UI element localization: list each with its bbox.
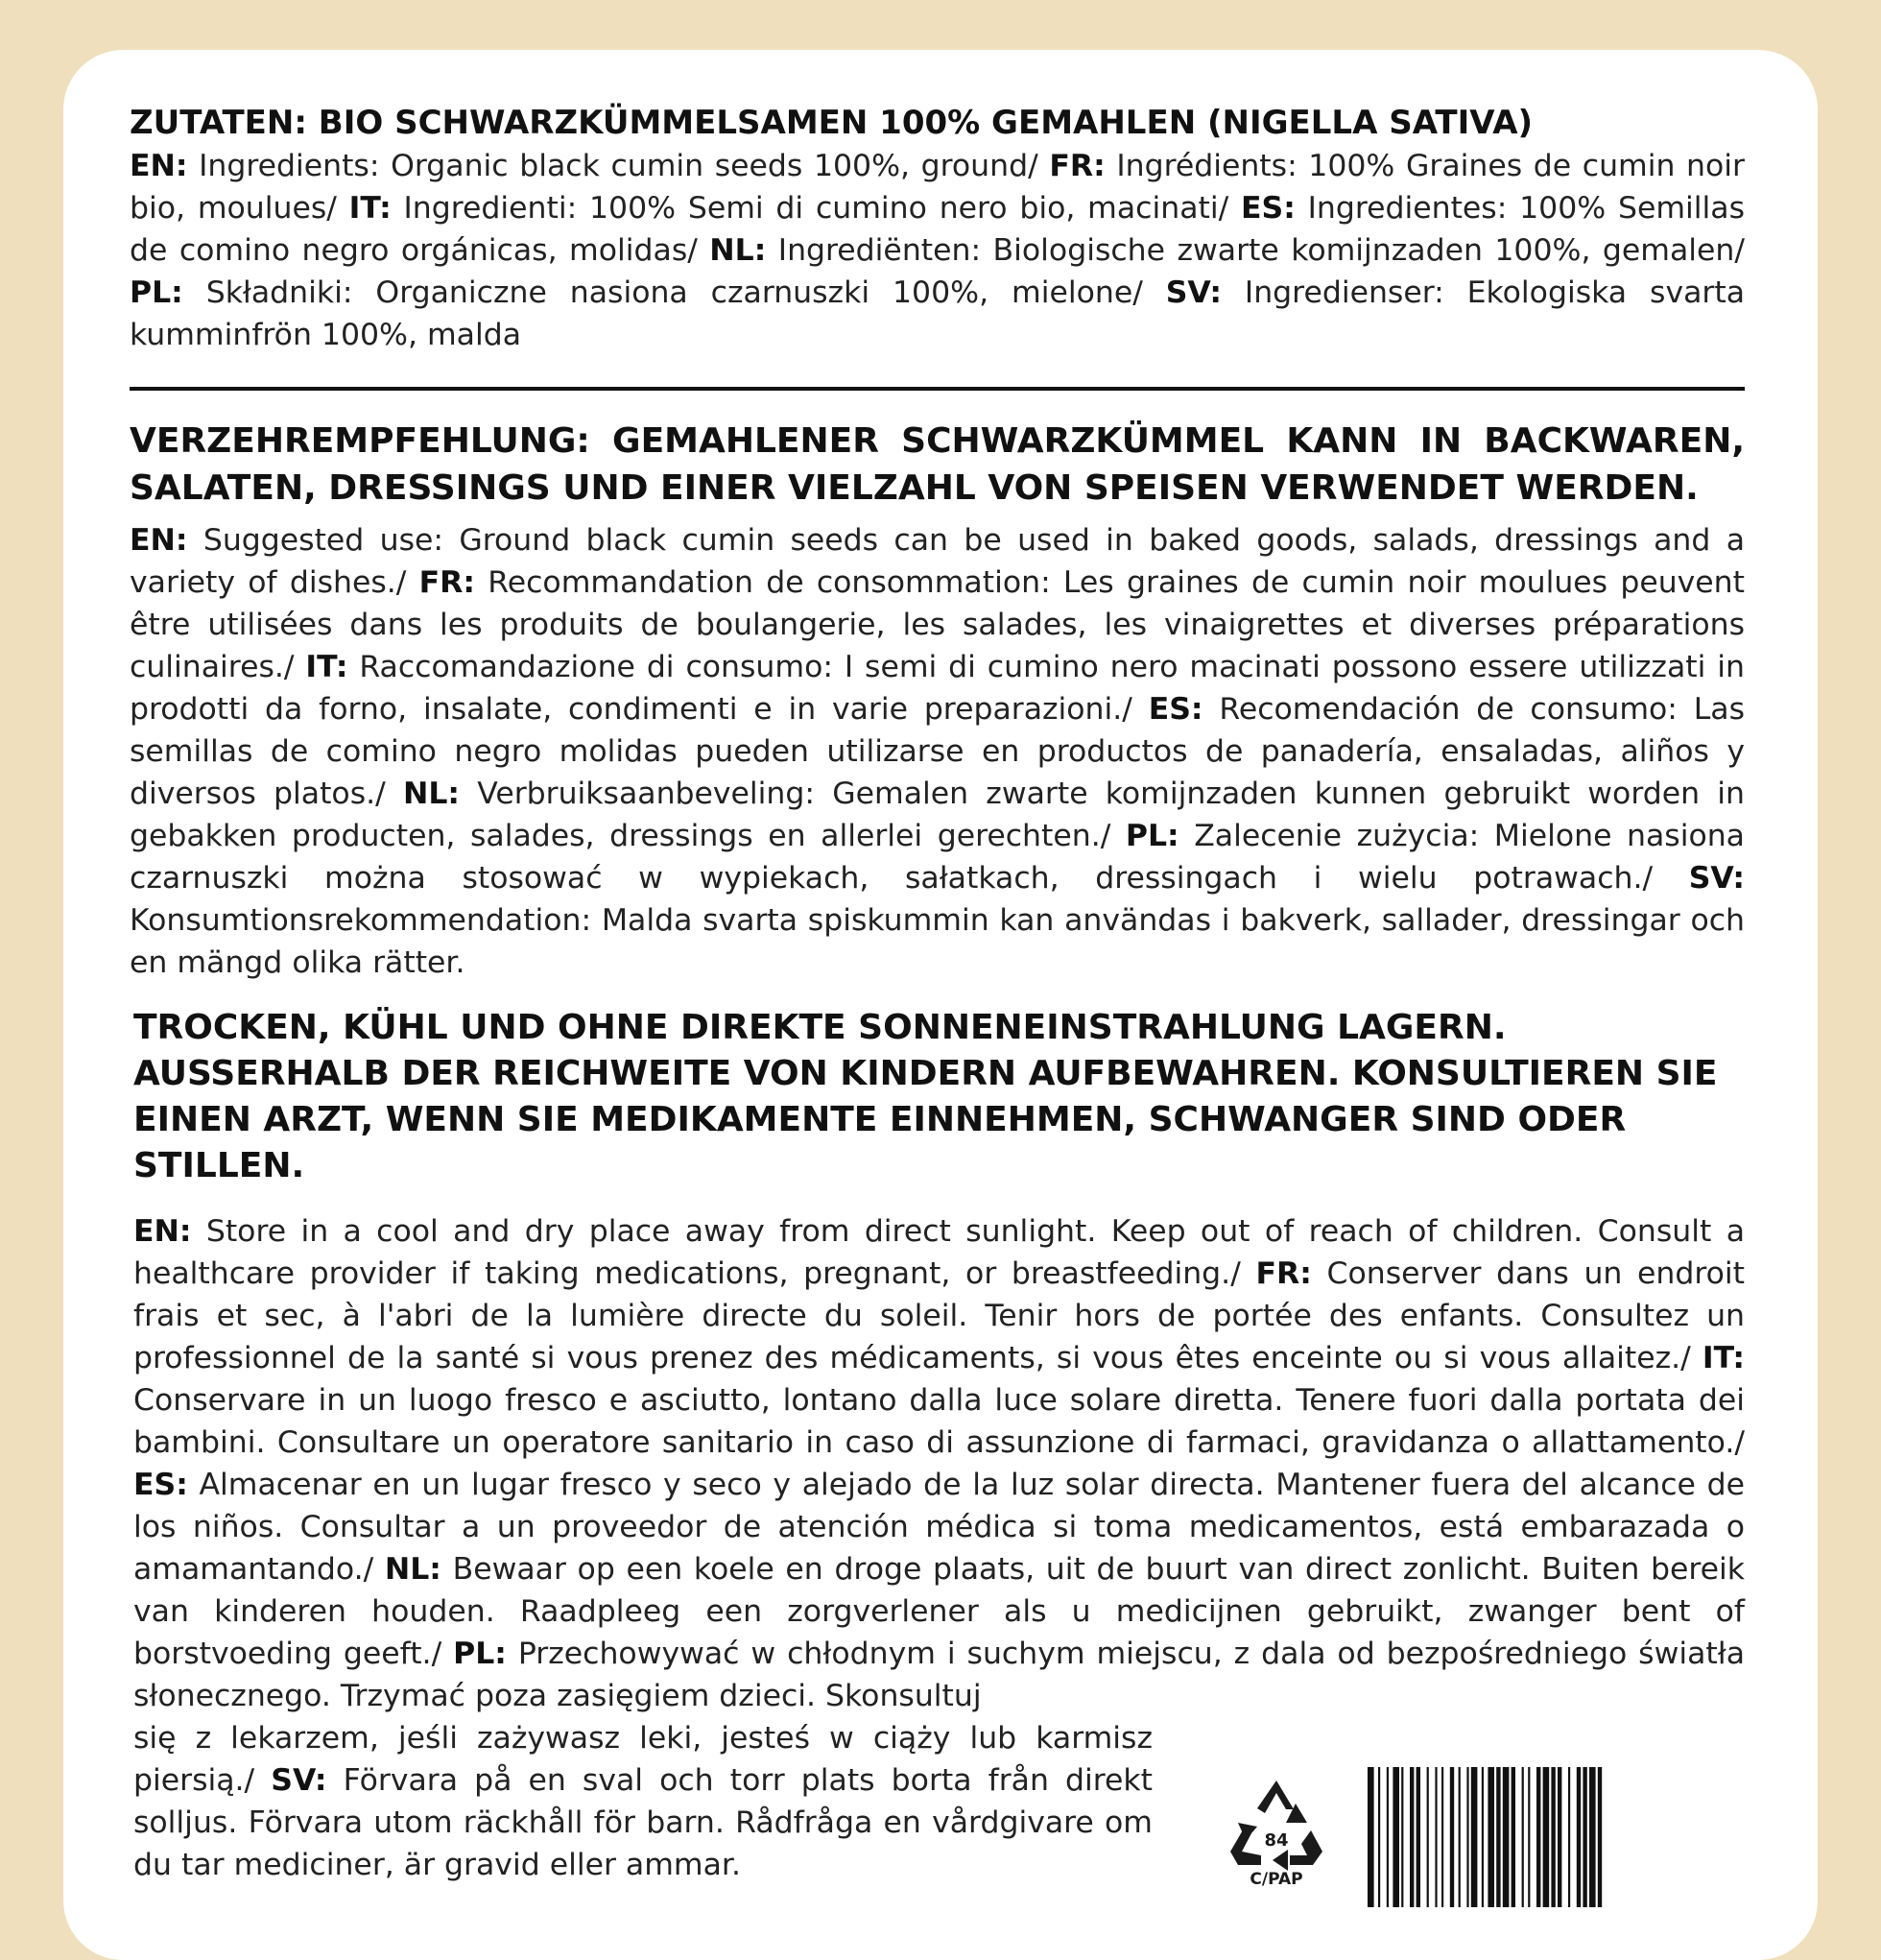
barcode-icon	[1368, 1767, 1745, 1907]
barcode-bar	[1543, 1767, 1550, 1907]
barcode-bar	[1522, 1767, 1524, 1907]
language-text: Almacenar en un lugar fresco y seco y alejado de la luz solar directa. Mantener fuera del alcance de los niños. Consultar a un proveedor de atención médica si toma medicamentos, está embarazada o amamantando./	[133, 1468, 1745, 1587]
language-text: Conserver dans un endroit frais et sec, à l'abri de la lumière directe du soleil. Tenir hors de portée des enfants. Consultez un professionnel de la santé si vous prenez des médicaments, si vous êtes enceinte ou si vous allaitez./	[133, 1256, 1745, 1375]
recycle-number: 84	[1264, 1830, 1289, 1851]
language-code: IT:	[1702, 1341, 1745, 1375]
language-code: ES:	[133, 1468, 188, 1502]
section-divider	[130, 387, 1745, 391]
language-code: PL:	[130, 275, 183, 310]
barcode-bar	[1583, 1767, 1586, 1907]
storage-text	[130, 1210, 1745, 1717]
barcode-bar	[1577, 1767, 1581, 1907]
language-code: EN:	[130, 523, 188, 558]
barcode-bar	[1503, 1767, 1510, 1907]
barcode-bar	[1435, 1767, 1437, 1907]
language-code: PL:	[1125, 819, 1179, 853]
barcode-bar	[1482, 1767, 1484, 1907]
barcode-bar	[1496, 1767, 1500, 1907]
barcode-bar	[1378, 1767, 1380, 1907]
language-text: Raccomandazione di consumo: I semi di cumino nero macinati possono essere utilizzati in prodotti da forno, insalate, condimenti e in varie preparazioni./	[130, 650, 1745, 727]
language-text: Ingredienser: Ekologiska svarta kumminfrön 100%, malda	[130, 275, 1745, 352]
barcode-bar	[1466, 1767, 1468, 1907]
language-text: się z lekarzem, jeśli zażywasz leki, jesteś w ciąży lub karmisz piersią./	[133, 1721, 1153, 1798]
language-code: EN:	[133, 1214, 192, 1249]
barcode-bar	[1512, 1767, 1515, 1907]
language-text: Bewaar op een koele en droge plaats, uit de buurt van direct zonlicht. Buiten bereik van kinderen houden. Raadpleeg een zorgverlener als u medicijnen gebruikt, zwanger bent of borstvoeding geeft./	[133, 1552, 1745, 1671]
language-text: Ingrédients: 100% Graines de cumin noir bio, moulues/	[130, 149, 1746, 226]
barcode-bar	[1558, 1767, 1561, 1907]
ingredients-text	[130, 145, 1745, 356]
language-code: NL:	[402, 777, 460, 811]
language-text: Verbruiksaanbeveling: Gemalen zwarte komijnzaden kunnen gebruikt worden in gebakken producten, salades, dressings en allerlei gerechten./	[130, 777, 1745, 853]
barcode-bar	[1441, 1767, 1443, 1907]
barcode-bar	[1427, 1767, 1429, 1907]
recycle-code: C/PAP	[1250, 1870, 1303, 1888]
language-code: PL:	[453, 1637, 507, 1671]
barcode-bar	[1528, 1767, 1530, 1907]
ingredients-heading: ZUTATEN: BIO SCHWARZKÜMMELSAMEN 100% GEMAHLEN (NIGELLA SATIVA)	[130, 104, 1534, 142]
barcode-bar	[1536, 1767, 1540, 1907]
language-text: Składniki: Organiczne nasiona czarnuszki 100%, mielone/	[182, 275, 1166, 310]
language-text: Store in a cool and dry place away from direct sunlight. Keep out of reach of children. Consult a healthcare provider if taking medications, pregnant, or breastfeeding./	[133, 1214, 1745, 1291]
language-code: FR:	[1255, 1256, 1312, 1291]
language-code: IT:	[348, 191, 392, 226]
language-text: Ingrediënten: Biologische zwarte komijnzaden 100%, gemalen/	[766, 233, 1745, 268]
language-text: Suggested use: Ground black cumin seeds can be used in baked goods, salads, dressings and a variety of dishes./	[130, 523, 1745, 600]
recycle-arrow-right	[1290, 1830, 1322, 1865]
barcode-bar	[1401, 1767, 1403, 1907]
language-code: IT:	[305, 650, 348, 684]
language-text: Ingredientes: 100% Semillas de comino negro orgánicas, molidas/	[130, 191, 1745, 268]
language-text: Przechowywać w chłodnym i suchym miejscu, z dala od bezpośredniego światła słonecznego. Trzymać poza zasięgiem dzieci. Skonsultuj	[133, 1637, 1745, 1713]
storage-heading: TROCKEN, KÜHL UND OHNE DIREKTE SONNENEINSTRAHLUNG LAGERN. AUSSERHALB DER REICHWEITE VON KINDERN AUFBEWAHREN. KONSULTIEREN SIE EINEN ARZT, WENN SIE MEDIKAMENTE EINNEHMEN, SCHWANGER SIND ODER STILLEN.	[133, 1008, 1718, 1185]
recycling-icon	[1219, 1773, 1334, 1888]
language-text: Conservare in un luogo fresco e asciutto, lontano dalla luce solare diretta. Tenere fuori dalla portata dei bambini. Consultare un operatore sanitario in caso di assunzione di farmaci, gravidanza o allattamento./	[133, 1383, 1745, 1460]
language-code: FR:	[418, 565, 476, 600]
language-code: FR:	[1049, 149, 1106, 183]
storage-tail	[130, 1717, 1745, 1886]
barcode-bar	[1488, 1767, 1494, 1907]
language-text: Ingredients: Organic black cumin seeds 100%, ground/	[187, 149, 1050, 183]
barcode-bar	[1387, 1767, 1389, 1907]
language-code: ES:	[1148, 692, 1203, 727]
storage-section	[130, 1005, 1745, 1886]
storage-text-continued	[130, 1717, 1153, 1886]
barcode-bar	[1598, 1767, 1602, 1907]
language-code: EN:	[130, 149, 188, 183]
language-code: ES:	[1241, 191, 1296, 226]
language-text: Förvara på en sval och torr plats borta från direkt solljus. Förvara utom räckhåll för barn. Rådfråga en vårdgivare om du tar mediciner, är gravid eller ammar.	[133, 1763, 1154, 1882]
label-content	[130, 101, 1745, 1886]
language-code: SV:	[1688, 861, 1745, 896]
usage-text	[130, 519, 1745, 984]
barcode-bar	[1568, 1767, 1570, 1907]
language-code: SV:	[1165, 275, 1222, 310]
language-text: Zalecenie zużycia: Mielone nasiona czarnuszki można stosować w wypiekach, sałatkach, dressingach i wielu potrawach./	[130, 819, 1745, 896]
barcode-bar	[1471, 1767, 1478, 1907]
barcode-bar	[1368, 1767, 1374, 1907]
language-code: SV:	[271, 1763, 327, 1798]
barcode-bar	[1459, 1767, 1461, 1907]
barcode-bar	[1551, 1767, 1555, 1907]
language-code: NL:	[384, 1552, 441, 1587]
recycle-arrowhead-2	[1273, 1850, 1288, 1871]
language-text: Ingredienti: 100% Semi di cumino nero bio, macinati/	[391, 191, 1241, 226]
language-code: NL:	[709, 233, 767, 268]
barcode-bar	[1410, 1767, 1414, 1907]
language-text: Recommandation de consommation: Les graines de cumin noir moulues peuvent être utilisées dans les produits de boulangerie, les salades, les vinaigrettes et diverses préparations culinaires./	[130, 565, 1745, 684]
barcode-bar	[1589, 1767, 1596, 1907]
usage-heading: VERZEHREMPFEHLUNG: GEMAHLENER SCHWARZKÜMMEL KANN IN BACKWAREN, SALATEN, DRESSINGS UND EINER VIELZAHL VON SPEISEN VERWENDET WERDEN.	[130, 421, 1745, 508]
recycle-arrow-top	[1257, 1781, 1294, 1813]
language-text: Konsumtionsrekommendation: Malda svarta spiskummin kan användas i bakverk, sallader, dressingar och en mängd olika rätter.	[130, 903, 1745, 980]
barcode-bar	[1450, 1767, 1454, 1907]
barcode-bar	[1417, 1767, 1420, 1907]
language-text: Recomendación de consumo: Las semillas de comino negro molidas pueden utilizarse en productos de panadería, ensaladas, aliños y diversos platos./	[130, 692, 1745, 811]
barcode-bar	[1393, 1767, 1399, 1907]
